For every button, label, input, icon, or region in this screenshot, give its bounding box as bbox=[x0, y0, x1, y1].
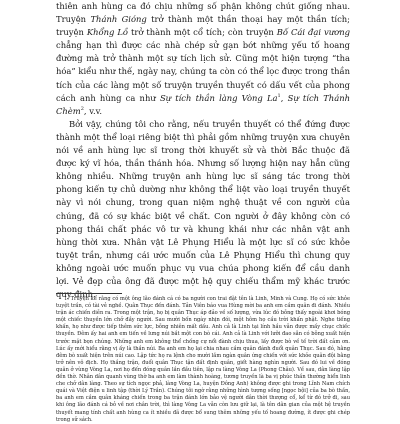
paragraph-2: Bởi vậy, chúng tôi cho rằng, nếu truyền thuyết có thể đứng được thành một thể loại riêng biệt thì phải gồm những truyện xưa chuyên nói về anh hùng lực sĩ trong thời khuyết sử và thời Bắc thuộc đã được ký vĩ hóa, thần thánh hóa. Nhưng số lượng hiện nay hẳn cũng không nhiều. Những truyện anh hùng lực sĩ sáng tác trong thời phong kiến tự chủ dường như không thể liệt vào loại truyền thuyết này vì nói chung, trong quan niệm nghệ thuật về con người của chúng, đã có sự khác biệt về chất. Con người ở đây không còn có phong thái chất phác vô tư và khung khái như các nhân vật anh hùng thời xưa. Nhân vật Lê Phụng Hiểu là một lực sĩ có sức khỏe tuyệt trần, nhưng cái ước muốn của Lê Phụng Hiểu thì chung quy không ngoài ước muốn phục vụ vua chúa phong kiến để cầu danh lợi. Vẻ đẹp của ông đã được một hệ quy chiếu thẩm mỹ khác trước quy định. bbox=[56, 118, 350, 300]
footnote-divider bbox=[56, 293, 122, 294]
book-page bbox=[56, 0, 350, 423]
title-thanh-giong: Thánh Gióng bbox=[90, 14, 147, 25]
title-bo-cai-dai-vuong: Bố Cái đại vương bbox=[276, 27, 350, 38]
footnote-marker-2[interactable]: 2 bbox=[80, 105, 84, 112]
footnote-area bbox=[56, 296, 350, 424]
footnote-1: 1. Truyện kể rằng có một ông lão đánh cá có ba người con trai đặt tên là Linh, Minh và Cung. Họ có sức khỏe tuyệt trần, có tài vẻ nghề. Quân Thục đến đánh. Tản Viên báo vua Hùng mời ba anh em cầm quân đi đánh. Nhiều trận ác chiến diễn ra. Trong một trận, họ bị quân Thục áp đảo về số lượng, vừa lúc đó bỗng thấy ngoài khơi bóng một chiếc thuyền lớn chở đầy người. Sau mười bốn ngày nhịn đói, một hôm họ cầu trời khấn phật. Nghe tiếng khấn, họ như được tiếp thêm sức lực, bỗng nhiên mất dấu. Anh cả là Linh tại lính hầu vẫn được mấy chục chiếc thuyền. Đêm ấy hai anh em tiến về lưng núi bắt một con bò cái. Anh cả là Linh với lưỡi đao sẵn có bỗng xuất hiện trước mặt bọn chúng. Những anh em không thể chống cự nổi đành chịu thua, lấy được bò về tế trời đất cảm ơn. Lúc ấy mới hiểu rằng vị ấy là thần núi. Ba anh em họ lại chia nhau cầm quân đánh đuổi quân Thục. Sau đó, hằng đêm bò xuất hiện trên núi cao. Lập tức họ ra lệnh cho mười lăm ngàn quân ứng chiến với sức khỏe quân đội bằng trở nên vô địch. Họ thắng trận, đuổi quân Thục tận đất định quân, giết hàng nghìn người. Sau đó lui về đóng quân ở vùng Vòng La, nơi họ đến đóng quân lần đầu tiên, lập ra làng Vòng La (Phong Châu). Về sau, dân làng lập đền thờ. Nhân dân quanh vùng thờ ba anh em làm thành hoàng, tương truyền là ba vị phúc thần thường hiển linh che chở dân làng. Theo sự tích ngọc phả, làng Vòng La, huyện Đông Anh) không được ghi trong Lĩnh Nam chích quái và Việt điện u linh tập (thời Lý Trần). Chúng tôi ngờ rằng những hình tượng sống [ngọc bội] của ba bò thần, ba anh em cầm quân kháng chiến trong ba trận đánh lớn bảo vệ người dân thời thượng cổ, kể từ đó trở đi, sau khi ông lão đánh cá bỏ về nơi chân trời, thì làng Vòng La vẫn còn lưu giữ lại, là tên dân gian của một hệ truyền thuyết mang tính chất anh hùng ca ít nhiều đã được bổ sung thêm những yếu tố hoang đường, ít được ghi chép trong sử sách. bbox=[56, 296, 350, 423]
title-thanh-chem: Sự tích Thánh Chèm bbox=[56, 92, 350, 116]
title-khong-lo: Khổng Lồ bbox=[86, 27, 129, 38]
footnote-marker-1[interactable]: 1 bbox=[277, 92, 281, 99]
paragraph-1: thiên anh hùng ca đó chịu những số phận không chút giống nhau. Truyện Thánh Gióng trở thành một thần thoại hay một thần tích; truyện Khổng Lồ trở thành một cổ tích; còn truyện Bố Cái đại vương chẳng hạn thì được các nhà chép sử gạn bớt những yếu tố hoang đường mà trở thành một sự tích lịch sử. Cũng một hiện tượng “tha hóa” kiểu như thế, ngày nay, chúng ta còn có thể lọc được trong thần tích của các làng một số truyện truyền thuyết có dấu vết của phong cách anh hùng ca như Sự tích thần làng Vòng La$^1$, Sự tích Thánh Chèm$^2$, v.v. bbox=[56, 1, 350, 116]
title-than-lang-vong-la: Sự tích thần làng Vòng La bbox=[159, 92, 278, 103]
main-text bbox=[56, 0, 350, 301]
